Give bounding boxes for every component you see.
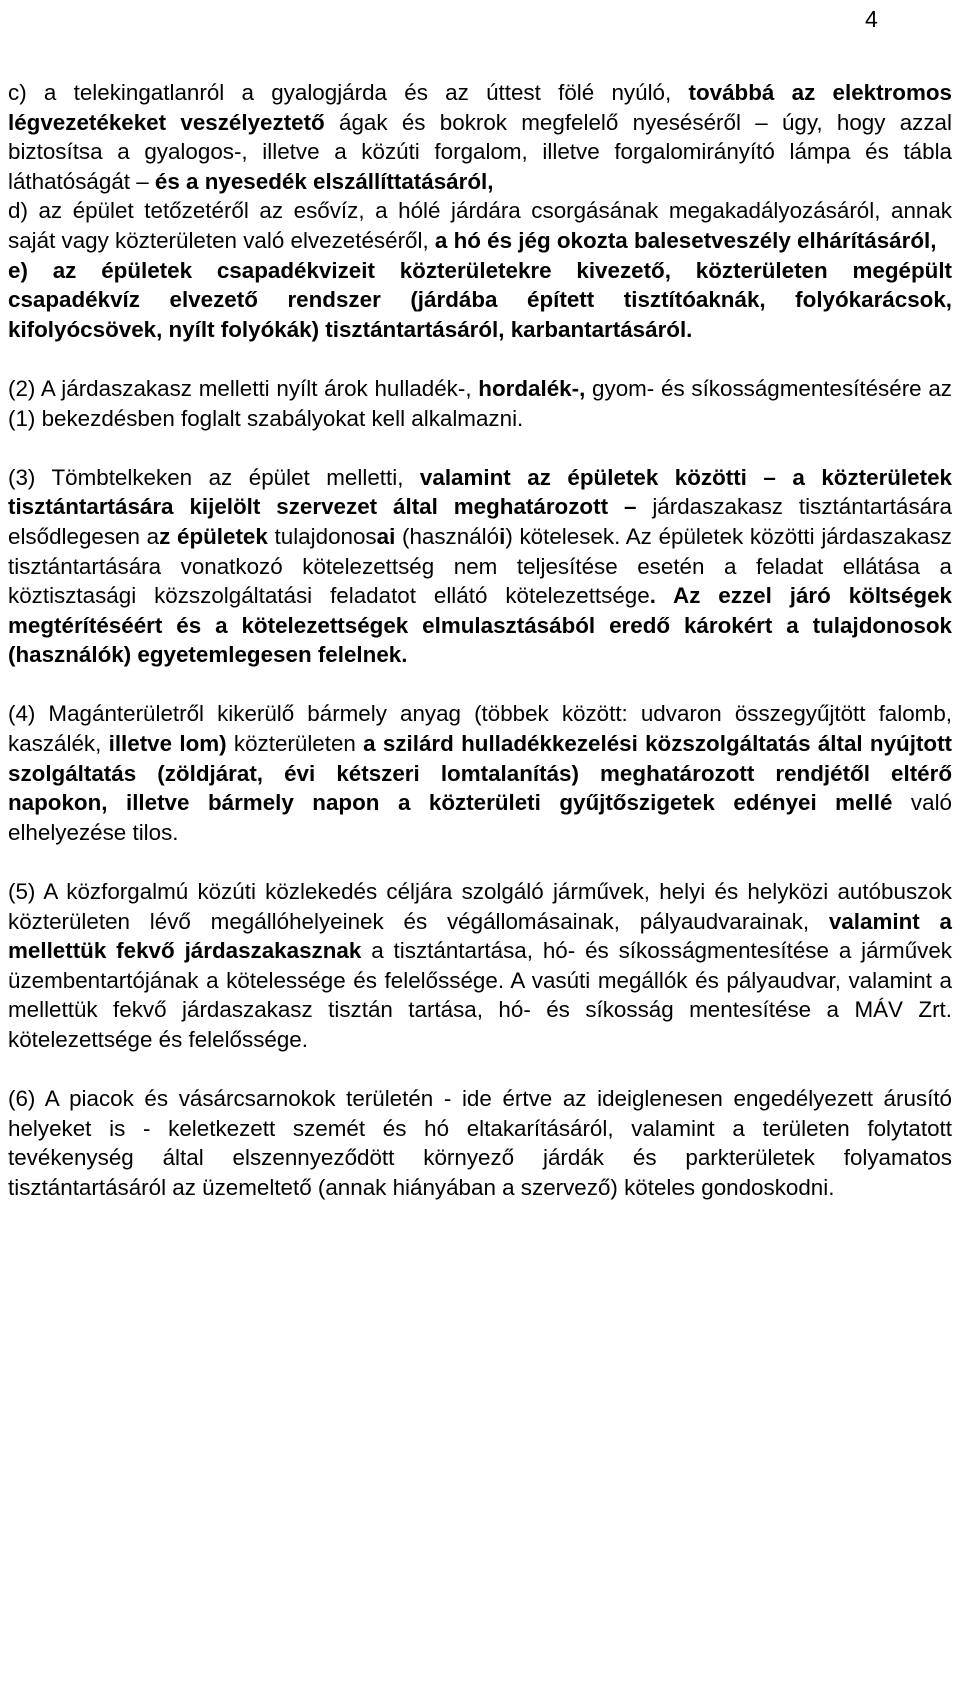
text-segment: tulajdonos: [267, 523, 377, 549]
text-segment-bold: hordalék-,: [478, 375, 586, 401]
text-segment: (6) A piacok és vásárcsarnokok területén - ide értve az ideiglenesen engedélyezett árusító helyeket is - keletkezett szemét és hó eltakarításáról, valamint a területen folytatott tevékenység által elszennyeződött környező járdák és parkterületek folyamatos tisztántartásáról az üzemeltető (annak hiányában a szervező) köteles gondoskodni.: [8, 1086, 952, 1200]
text-segment: (3) Tömbtelkeken az épület melletti,: [8, 464, 420, 490]
text-segment-bold: a szilárd hulladékkezelési közszolgáltatás által nyújtott szolgáltatás (zöldjárat, évi kétszeri lomtalanítás) meghatározott rendjétől eltérő napokon, illetve bármely napon a közterületi gyűjtőszigetek edényei mellé: [8, 731, 952, 816]
text-segment-bold: valamint a mellettük fekvő járdaszakasznak: [8, 908, 952, 964]
paragraph-6: [8, 1084, 952, 1202]
text-segment-bold: valamint az épületek közötti – a közterületek tisztántartására kijelölt szervezet által meghatározott –: [8, 464, 952, 520]
document-body: [8, 78, 952, 1203]
paragraph-3: [8, 463, 952, 670]
text-segment-bold: továbbá az elektromos légvezetékeket veszélyeztető: [8, 80, 952, 135]
text-segment: (5) A közforgalmú közúti közlekedés céljára szolgáló járművek, helyi és helyközi autóbuszok közterületen lévő megállóhelyeinek és végállomásainak, pályaudvarainak,: [8, 879, 952, 934]
text-segment-bold: és a nyesedék elszállíttatásáról,: [154, 168, 494, 194]
paragraph-5: [8, 877, 952, 1055]
text-segment: c) a telekingatlanról a gyalogjárda és az úttest fölé nyúló,: [8, 80, 689, 105]
text-segment: (2) A járdaszakasz melletti nyílt árok hulladék-,: [8, 375, 479, 401]
text-segment-bold: a hó és jég okozta balesetveszély elhárításáról,: [434, 227, 937, 253]
text-segment-bold: illetve lom): [108, 731, 227, 757]
text-segment-bold: z épületek: [159, 523, 268, 549]
paragraph-2: [8, 374, 952, 433]
text-segment-bold: i: [499, 523, 506, 549]
text-segment: gyom- és síkosságmentesítésére az (1) bekezdésben foglalt szabályokat kell alkalmazni.: [8, 375, 953, 431]
text-segment: ágak és bokrok megfelelő nyeséséről – úgy, hogy azzal biztosítsa a gyalogos-, illetve a közúti forgalom, illetve forgalomirányító lámpa és tábla láthatóságát –: [8, 109, 952, 194]
text-segment: d) az épület tetőzetéről az esővíz, a hólé járdára csorgásának megakadályozásáról, annak saját vagy közterületen való elvezetéséről,: [8, 198, 952, 253]
paragraph-4: [8, 699, 952, 847]
paragraph-c-e: [8, 78, 952, 344]
text-segment: a tisztántartása, hó- és síkosságmentesítése a járművek üzembentartójának a kötelessége és felelőssége. A vasúti megállók és pályaudvar, valamint a mellettük fekvő járdaszakasz tisztán tartása, hó- és síkosság mentesítése a MÁV Zrt. kötelezettsége és felelőssége.: [8, 938, 952, 1052]
text-segment: közterületen: [226, 731, 364, 757]
text-segment-bold: e) az épületek csapadékvizeit közterületekre kivezető, közterületen megépült csapadékvíz elvezető rendszer (járdába épített tisztítóaknák, folyókarácsok, kifolyócsövek, nyílt folyókák) tisztántartásáról, karbantartásáról.: [8, 257, 952, 342]
text-segment-bold: ai: [376, 523, 396, 549]
text-segment: járdaszakasz tisztántartására elsődlegesen a: [8, 494, 953, 549]
text-segment: való elhelyezése tilos.: [8, 790, 953, 845]
page-number: 4: [865, 6, 878, 32]
text-segment: (használó: [395, 523, 500, 549]
text-segment: (4) Magánterületről kikerülő bármely anyag (többek között: udvaron összegyűjtött falomb, kaszálék,: [8, 701, 952, 757]
text-segment-bold: . Az ezzel járó költségek megtérítéséért és a kötelezettségek elmulasztásából eredő károkért a tulajdonosok (használók) egyetemlegesen felelnek.: [8, 583, 953, 668]
text-segment: ) kötelesek. Az épületek közötti járdaszakasz tisztántartására vonatkozó kötelezettség nem teljesítése esetén a feladat ellátása a köztisztasági közszolgáltatási feladatot ellátó kötelezettsége: [8, 523, 952, 609]
